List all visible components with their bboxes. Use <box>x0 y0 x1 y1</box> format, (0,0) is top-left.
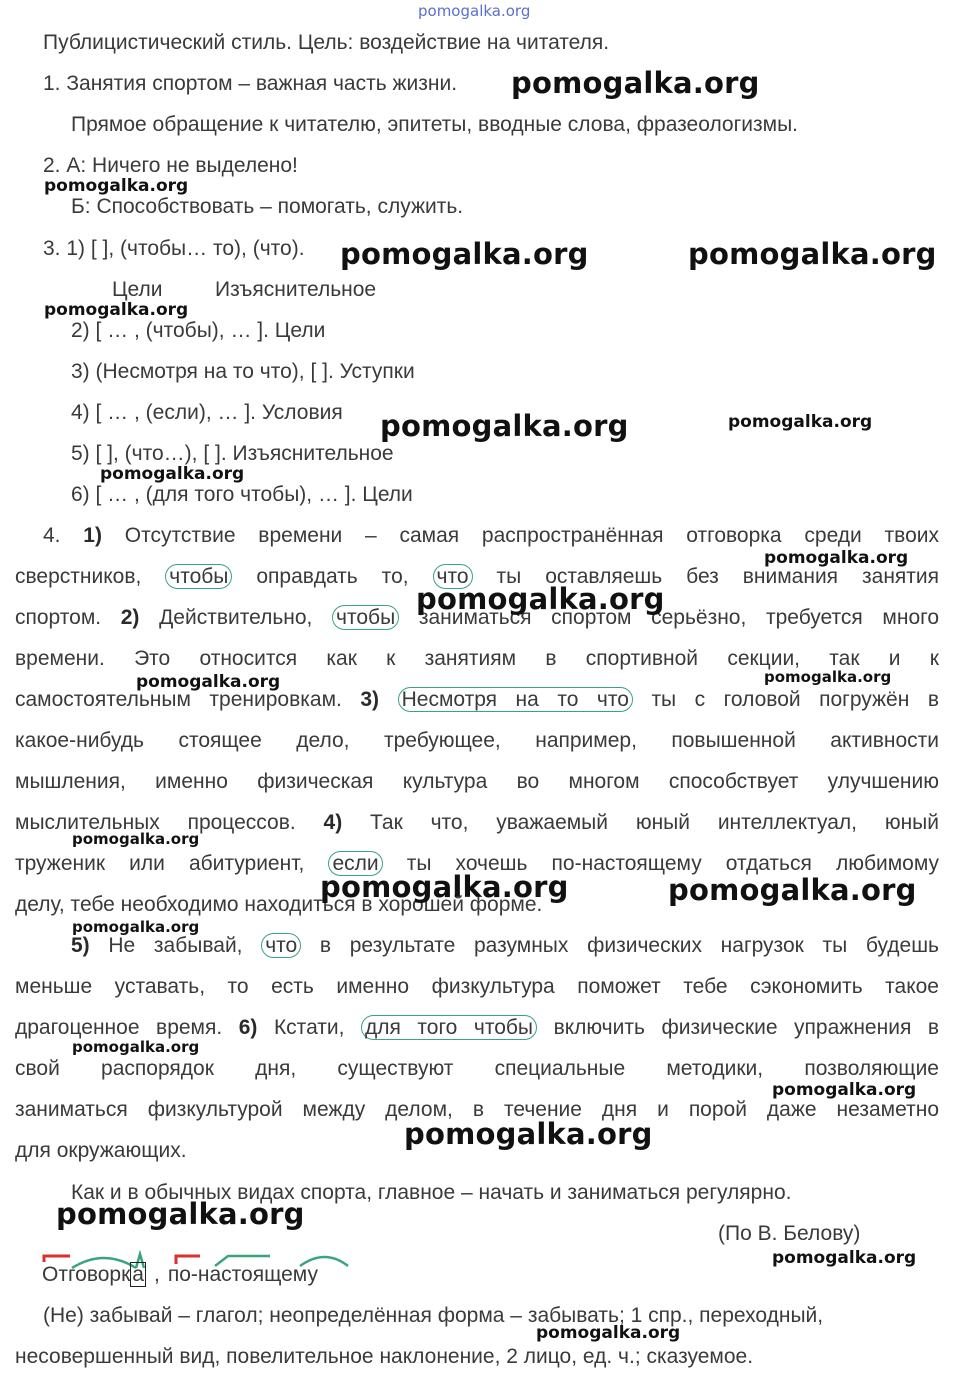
q4-line: какое-нибудь стоящее дело, требующее, например, повышенной активности <box>15 729 939 752</box>
watermark: pomogalka.org <box>44 176 189 196</box>
q4-line: сверстников, чтобы оправдать то, что ты оставляешь без внимания занятия <box>15 565 940 588</box>
q4-line: времени. Это относится как к занятиям в спортивной секции, так и к <box>15 647 939 670</box>
q4-author: (По В. Белову) <box>718 1222 861 1245</box>
q4-line: мышления, именно физическая культура во многом способствует улучшению <box>15 770 939 793</box>
q4-line: заниматься физкультурой между делом, в течение дня и порой даже незаметно <box>15 1098 939 1121</box>
q4-line: драгоценное время. 6) Кстати, для того чтобы включить физические упражнения в <box>15 1016 940 1039</box>
watermark-top: pomogalka.org <box>418 2 531 20</box>
watermark: pomogalka.org <box>536 1323 681 1343</box>
conjunction-circled: чтобы <box>332 605 399 630</box>
watermark: pomogalka.org <box>511 66 760 100</box>
watermark: pomogalka.org <box>320 870 569 904</box>
q4-line: труженик или абитуриент, если ты хочешь по-настоящему отдаться любимому <box>15 852 940 875</box>
q2-line2: Б: Способствовать – помогать, служить. <box>71 195 464 218</box>
watermark: pomogalka.org <box>72 830 200 848</box>
watermark: pomogalka.org <box>56 1197 305 1231</box>
analysis-line1: (Не) забывай – глагол; неопределённая форма – забывать; 1 спр., переходный, <box>43 1304 824 1327</box>
q4-line: меньше уставать, то есть именно физкультура поможет тебе сэкономить такое <box>15 975 939 998</box>
q3-item: 3) (Несмотря на то что), [ ]. Уступки <box>71 360 415 383</box>
watermark: pomogalka.org <box>416 582 665 616</box>
conjunction-circled: что <box>261 933 301 958</box>
q3-labels: Цели Изъяснительное <box>112 278 377 301</box>
watermark: pomogalka.org <box>764 668 892 686</box>
q4-line: спортом. 2) Действительно, чтобы заниматься спортом серьёзно, требуется много <box>15 606 940 629</box>
morpheme-analysis <box>40 1250 360 1290</box>
watermark: pomogalka.org <box>772 1248 917 1268</box>
watermark: pomogalka.org <box>100 464 245 484</box>
watermark: pomogalka.org <box>764 548 909 568</box>
conjunction-circled: для того чтобы <box>361 1015 537 1040</box>
q4-line: для окружающих. <box>15 1139 187 1162</box>
q4-line: свой распорядок дня, существуют специальные методики, позволяющие <box>15 1057 939 1080</box>
q2-line1: 2. А: Ничего не выделено! <box>43 154 298 177</box>
q3-line1: 3. 1) [ ], (чтобы… то), (что). <box>43 237 305 260</box>
analysis-line2: несовершенный вид, повелительное наклонение, 2 лицо, ед. ч.; сказуемое. <box>15 1345 754 1368</box>
conjunction-circled: если <box>328 851 382 876</box>
q1-line2: Прямое обращение к читателю, эпитеты, вводные слова, фразеологизмы. <box>71 113 798 136</box>
watermark: pomogalka.org <box>728 412 873 432</box>
watermark: pomogalka.org <box>72 1038 200 1056</box>
watermark: pomogalka.org <box>404 1117 653 1151</box>
q4-line: 5) Не забывай, что в результате разумных физических нагрузок ты будешь <box>71 934 939 957</box>
watermark: pomogalka.org <box>668 873 917 907</box>
q4-line: мыслительных процессов. 4) Так что, уважаемый юный интеллектуал, юный <box>15 811 939 834</box>
q3-item: 5) [ ], (что…), [ ]. Изъяснительное <box>71 442 394 465</box>
ending-box: а <box>132 1263 144 1286</box>
watermark: pomogalka.org <box>72 918 200 936</box>
watermark: pomogalka.org <box>380 409 629 443</box>
watermark: pomogalka.org <box>136 672 281 692</box>
watermark: pomogalka.org <box>44 300 189 320</box>
q4-line: 4. 1) Отсутствие времени – самая распространённая отговорка среди твоих <box>43 524 939 547</box>
watermark: pomogalka.org <box>772 1080 917 1100</box>
conjunction-circled: Несмотря на то что <box>398 687 633 712</box>
morph-line: Отговорка , по-настоящему <box>42 1263 318 1286</box>
header: Публицистический стиль. Цель: воздействие на читателя. <box>43 31 610 54</box>
q3-item: 2) [ … , (чтобы), … ]. Цели <box>71 319 326 342</box>
conjunction-circled: чтобы <box>165 564 232 589</box>
watermark: pomogalka.org <box>688 237 937 271</box>
q4-closing: Как и в обычных видах спорта, главное – начать и заниматься регулярно. <box>71 1181 792 1204</box>
q4-line: делу, тебе необходимо находиться в хорошей форме. <box>15 893 543 916</box>
conjunction-circled: что <box>433 564 473 589</box>
q3-item: 4) [ … , (если), … ]. Условия <box>71 401 343 424</box>
watermark: pomogalka.org <box>340 237 589 271</box>
q3-item: 6) [ … , (для того чтобы), … ]. Цели <box>71 483 413 506</box>
q1-line1: 1. Занятия спортом – важная часть жизни. <box>43 72 458 95</box>
q4-line: самостоятельным тренировкам. 3) Несмотря на то что ты с головой погружён в <box>15 688 939 711</box>
